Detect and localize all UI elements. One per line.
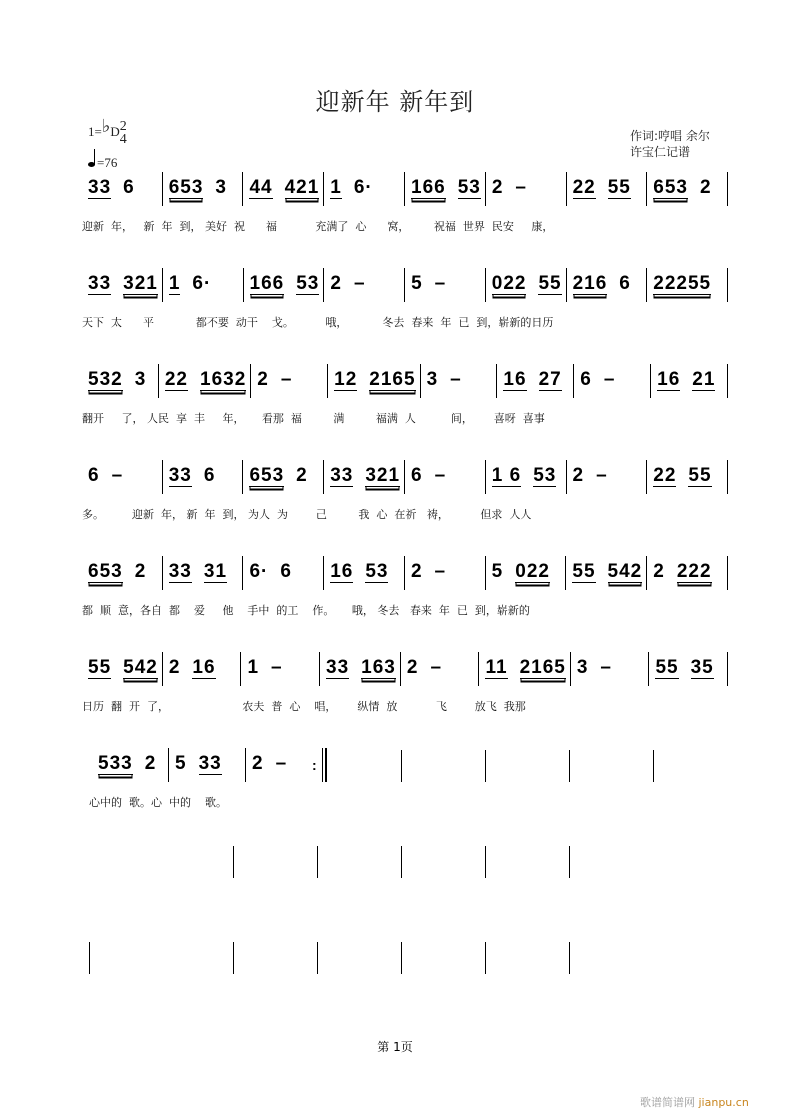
measure <box>320 652 400 692</box>
measure <box>324 268 404 308</box>
measure <box>401 652 479 692</box>
note-group: 2 <box>296 465 308 486</box>
lyrics-line: 天下 太 平 都不要 动干 戈。 哦， 冬去 春来 年 已 到，崭新的日历 <box>82 316 554 329</box>
note-group: 11 <box>485 657 508 678</box>
barline <box>485 750 486 782</box>
barline <box>569 846 570 878</box>
note-group: 44 <box>249 177 273 198</box>
note-group: 21 <box>692 369 716 390</box>
measure <box>571 652 649 692</box>
note-group: 2 <box>168 657 181 678</box>
note-group: 5 <box>491 561 504 582</box>
note-group: – <box>450 369 462 390</box>
note-group: 2 <box>134 561 147 582</box>
barline <box>317 846 318 878</box>
note-group: 22255 <box>653 273 712 294</box>
note-group: 421 <box>284 177 320 198</box>
note-group: 22 <box>164 369 188 390</box>
measure <box>82 172 162 212</box>
note-group: 6 <box>411 465 423 486</box>
note-group: 33 <box>168 465 192 486</box>
note-group: 16 <box>330 561 354 582</box>
watermark-cn: 歌谱简谱网 <box>640 1096 695 1109</box>
note-group: 653 <box>249 465 285 486</box>
note-group: 542 <box>607 561 643 582</box>
note-group: – <box>271 657 283 678</box>
note-group: 2 <box>653 561 665 582</box>
measure <box>251 364 327 404</box>
measure <box>567 172 647 212</box>
note-group: 31 <box>203 561 228 582</box>
measure <box>486 556 566 596</box>
note-group: 1 <box>247 657 260 678</box>
measure <box>82 268 162 308</box>
barline <box>727 268 728 302</box>
note-group: – <box>600 657 612 678</box>
note-group: 2 <box>252 753 264 774</box>
note-group: 35 <box>690 657 714 678</box>
note-group: 6 <box>203 465 216 486</box>
note-group: 6· <box>353 177 373 198</box>
note-group: 653 <box>168 177 204 198</box>
note-group: 321 <box>365 465 401 486</box>
measure <box>243 460 323 500</box>
note-group: 2 <box>406 657 419 678</box>
measure <box>163 556 243 596</box>
note-group: 55 <box>607 177 631 198</box>
measure <box>163 172 243 212</box>
note-group: 55 <box>688 465 712 486</box>
note-group: 16 <box>192 657 216 678</box>
measure <box>497 364 573 404</box>
note-group: 022 <box>491 273 527 294</box>
measure <box>649 652 727 692</box>
note-group: 3 <box>576 657 589 678</box>
note-group: 2165 <box>369 369 416 390</box>
note-group: 163 <box>361 657 396 678</box>
note-group: – <box>515 177 527 198</box>
measure <box>486 268 566 308</box>
note-group: 653 <box>653 177 688 198</box>
barline <box>485 942 486 974</box>
time-signature <box>120 120 127 146</box>
lyricist-credit: 作词:哼唱 余尔 <box>630 129 710 143</box>
watermark-url: jianpu.cn <box>698 1096 749 1109</box>
note-group: 55 <box>538 273 562 294</box>
note-group: 222 <box>676 561 712 582</box>
note-group: – <box>111 465 124 486</box>
barline <box>727 172 728 206</box>
flat-icon: ♭ <box>101 116 111 136</box>
lyrics-line: 心中的 歌。心 中的 歌。 <box>82 796 227 809</box>
barline <box>233 846 234 878</box>
barline <box>727 652 728 686</box>
tempo-marking <box>88 155 117 171</box>
notation-credit: 许宝仁记谱 <box>630 145 691 159</box>
measure <box>647 556 727 596</box>
measure <box>246 748 322 788</box>
note-group: 16 <box>503 369 527 390</box>
measure <box>243 556 323 596</box>
lyrics-line: 翻开 了， 人民 享 丰 年， 看那 福 满 福满 人 间， 喜呀 喜事 <box>82 412 545 425</box>
repeat-dots: : <box>312 757 317 773</box>
score-row <box>82 268 728 308</box>
barline <box>233 942 234 974</box>
note-group: 16 <box>657 369 681 390</box>
barline <box>727 364 728 398</box>
note-group: 6· <box>249 561 269 582</box>
key-note: D <box>110 124 120 139</box>
measure <box>651 364 727 404</box>
note-group: 3 <box>134 369 147 390</box>
note-group: – <box>275 753 288 774</box>
note-group: 1632 <box>200 369 247 390</box>
measure <box>244 268 324 308</box>
note-group: 6 <box>619 273 631 294</box>
note-group: 53 <box>296 273 320 294</box>
note-group: 2 <box>257 369 269 390</box>
barline <box>317 942 318 974</box>
note-group: 533 <box>98 753 133 774</box>
measure <box>574 364 650 404</box>
note-group: – <box>353 273 366 294</box>
note-group: 55 <box>88 657 112 678</box>
note-group: 6 <box>88 465 100 486</box>
note-group: 2165 <box>519 657 566 678</box>
note-group: 22 <box>572 177 596 198</box>
note-group: 3 <box>215 177 227 198</box>
measure <box>647 268 727 308</box>
note-group: 1 6 <box>491 465 522 486</box>
measure <box>82 652 162 692</box>
note-group: 5 <box>175 753 187 774</box>
note-group: 166 <box>411 177 446 198</box>
note-group: 55 <box>572 561 596 582</box>
note-group: 6· <box>192 273 212 294</box>
lyrics-line: 迎新 年， 新 年 到， 美好 祝 福 充满了 心 窝， 祝福 世界 民安 康， <box>82 220 554 233</box>
measure <box>479 652 569 692</box>
time-bottom: 4 <box>119 132 127 148</box>
note-group: 6 <box>123 177 135 198</box>
barline <box>569 750 570 782</box>
barline <box>569 942 570 974</box>
barline <box>485 846 486 878</box>
note-group: 2 <box>410 561 423 582</box>
score-row <box>82 556 728 596</box>
lyrics-line: 日历 翻 开 了， 农夫 普 心 唱， 纵情 放 飞 放飞 我那 <box>82 700 526 713</box>
measure <box>163 652 241 692</box>
measure <box>405 556 485 596</box>
barline <box>653 750 654 782</box>
note-group: 33 <box>88 273 112 294</box>
page-number: 第 1页 <box>377 1040 413 1054</box>
measure <box>647 172 727 212</box>
note-group: 1 <box>168 273 181 294</box>
note-group: 2 <box>491 177 504 198</box>
measure <box>647 460 727 500</box>
note-group: – <box>596 465 608 486</box>
barline <box>727 460 728 494</box>
score-row <box>82 460 728 500</box>
note-group: 2 <box>330 273 342 294</box>
credits <box>630 128 710 160</box>
score-row <box>82 364 728 404</box>
note-group: 3 <box>426 369 439 390</box>
key-prefix: 1= <box>88 124 102 139</box>
measure <box>82 460 162 500</box>
note-group: 2 <box>572 465 585 486</box>
note-group: 216 <box>572 273 608 294</box>
measure <box>405 268 485 308</box>
tempo-value: =76 <box>97 155 118 170</box>
measure <box>163 268 243 308</box>
measure <box>486 460 566 500</box>
note-group: 53 <box>365 561 389 582</box>
note-group: 33 <box>198 753 222 774</box>
measure <box>243 172 323 212</box>
barline <box>727 556 728 590</box>
watermark <box>640 1094 749 1110</box>
note-group: 6 <box>280 561 292 582</box>
note-group: – <box>434 561 447 582</box>
measure <box>324 556 404 596</box>
measure <box>405 460 485 500</box>
note-group: 2 <box>144 753 157 774</box>
measure <box>567 460 647 500</box>
measure <box>567 268 647 308</box>
note-group: – <box>430 657 443 678</box>
measure <box>82 556 162 596</box>
note-group: 33 <box>88 177 112 198</box>
measure <box>159 364 250 404</box>
quarter-note-icon <box>88 162 95 167</box>
note-group: 27 <box>538 369 562 390</box>
note-group: – <box>280 369 293 390</box>
lyrics-line: 多。 迎新 年， 新 年 到， 为人 为 己 我 心 在祈 祷， 但求 人人 <box>82 508 532 521</box>
time-top: 2 <box>119 119 127 135</box>
barline <box>401 942 402 974</box>
score-row <box>82 172 728 212</box>
barline <box>89 942 90 974</box>
score-row <box>82 652 728 692</box>
note-group: 55 <box>655 657 679 678</box>
note-group: 5 <box>411 273 423 294</box>
note-group: 33 <box>330 465 354 486</box>
measure <box>163 460 243 500</box>
note-group: 1 <box>330 177 342 198</box>
note-group: 12 <box>334 369 358 390</box>
song-title: 迎新年 新年到 <box>315 88 475 116</box>
measure <box>92 748 168 788</box>
measure <box>82 364 158 404</box>
note-group: 542 <box>123 657 158 678</box>
measure <box>566 556 646 596</box>
note-group: 53 <box>457 177 481 198</box>
repeat-end-barline <box>322 748 327 782</box>
measure <box>328 364 419 404</box>
note-group: 022 <box>515 561 550 582</box>
lyrics-line: 都 顺 意，各自 都 爱 他 手中 的工 作。 哦， 冬去 春来 年 已 到，崭新的 <box>82 604 530 617</box>
barline <box>401 750 402 782</box>
barline <box>401 846 402 878</box>
note-group: 321 <box>123 273 158 294</box>
note-group: 53 <box>533 465 557 486</box>
key-signature <box>88 116 127 148</box>
note-group: – <box>434 273 447 294</box>
measure <box>405 172 485 212</box>
score-row <box>92 748 327 788</box>
measure <box>324 460 404 500</box>
measure <box>421 364 497 404</box>
measure <box>241 652 319 692</box>
note-group: – <box>434 465 447 486</box>
note-group: 532 <box>88 369 123 390</box>
note-group: – <box>603 369 616 390</box>
measure <box>169 748 245 788</box>
measure <box>324 172 404 212</box>
note-group: 2 <box>699 177 712 198</box>
note-group: 33 <box>168 561 192 582</box>
note-group: 653 <box>88 561 123 582</box>
note-group: 33 <box>326 657 350 678</box>
note-group: 166 <box>249 273 285 294</box>
note-group: 22 <box>653 465 677 486</box>
note-group: 6 <box>580 369 592 390</box>
measure <box>486 172 566 212</box>
